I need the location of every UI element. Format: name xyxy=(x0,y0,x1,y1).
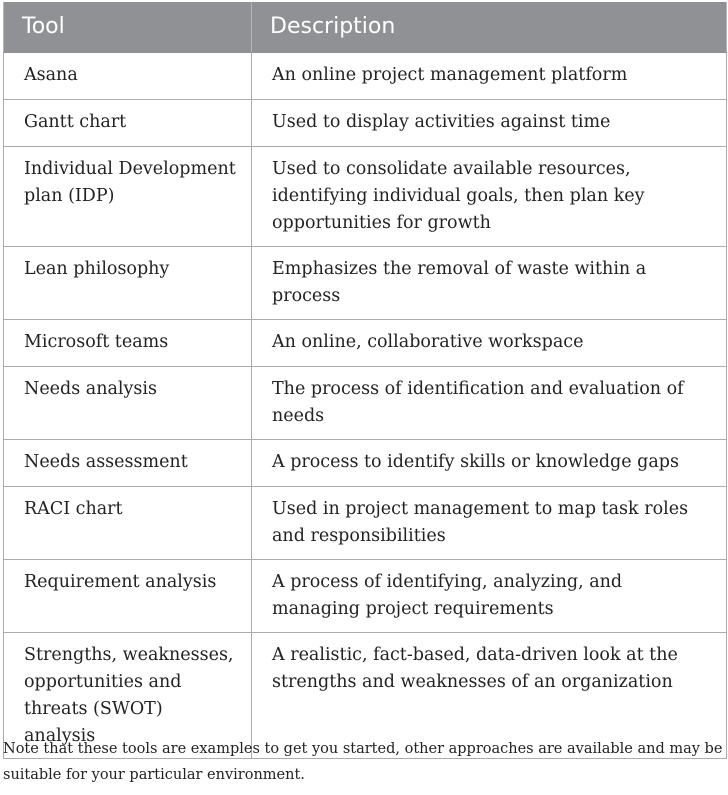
tool-cell: Lean philosophy xyxy=(4,247,252,320)
table-header xyxy=(4,2,727,53)
tool-cell: Needs analysis xyxy=(4,367,252,440)
header-tool: Tool xyxy=(4,2,252,53)
table-row xyxy=(4,487,727,560)
description-cell: A process of identifying, analyzing, and managing project requirements xyxy=(252,560,727,633)
tool-cell: Asana xyxy=(4,53,252,100)
description-cell: An online project management platform xyxy=(252,53,727,100)
table-row xyxy=(4,320,727,367)
table-body xyxy=(4,53,727,759)
tools-table xyxy=(3,2,727,759)
table-row xyxy=(4,560,727,633)
header-description: Description xyxy=(252,2,727,53)
description-cell: An online, collaborative workspace xyxy=(252,320,727,367)
table-row xyxy=(4,440,727,487)
description-cell: The process of identification and evaluation of needs xyxy=(252,367,727,440)
table-row xyxy=(4,147,727,247)
table-row xyxy=(4,100,727,147)
header-row xyxy=(4,2,727,53)
table-row xyxy=(4,367,727,440)
description-cell: A realistic, fact-based, data-driven look at the strengths and weaknesses of an organization xyxy=(252,633,727,759)
tool-cell: Needs assessment xyxy=(4,440,252,487)
tool-cell: Requirement analysis xyxy=(4,560,252,633)
tool-cell: Strengths, weaknesses, opportunities and threats (SWOT) analysis xyxy=(4,633,252,759)
tool-cell: Individual Development plan (IDP) xyxy=(4,147,252,247)
tool-cell: Microsoft teams xyxy=(4,320,252,367)
table-row xyxy=(4,247,727,320)
table-row xyxy=(4,53,727,100)
description-cell: Emphasizes the removal of waste within a process xyxy=(252,247,727,320)
description-cell: Used in project management to map task roles and responsibilities xyxy=(252,487,727,560)
table-footnote: Note that these tools are examples to get you started, other approaches are available and may be suitable for your particular environment. xyxy=(3,741,723,783)
description-cell: Used to display activities against time xyxy=(252,100,727,147)
tool-cell: RACI chart xyxy=(4,487,252,560)
description-cell: A process to identify skills or knowledge gaps xyxy=(252,440,727,487)
description-cell: Used to consolidate available resources, identifying individual goals, then plan key opportunities for growth xyxy=(252,147,727,247)
tool-cell: Gantt chart xyxy=(4,100,252,147)
